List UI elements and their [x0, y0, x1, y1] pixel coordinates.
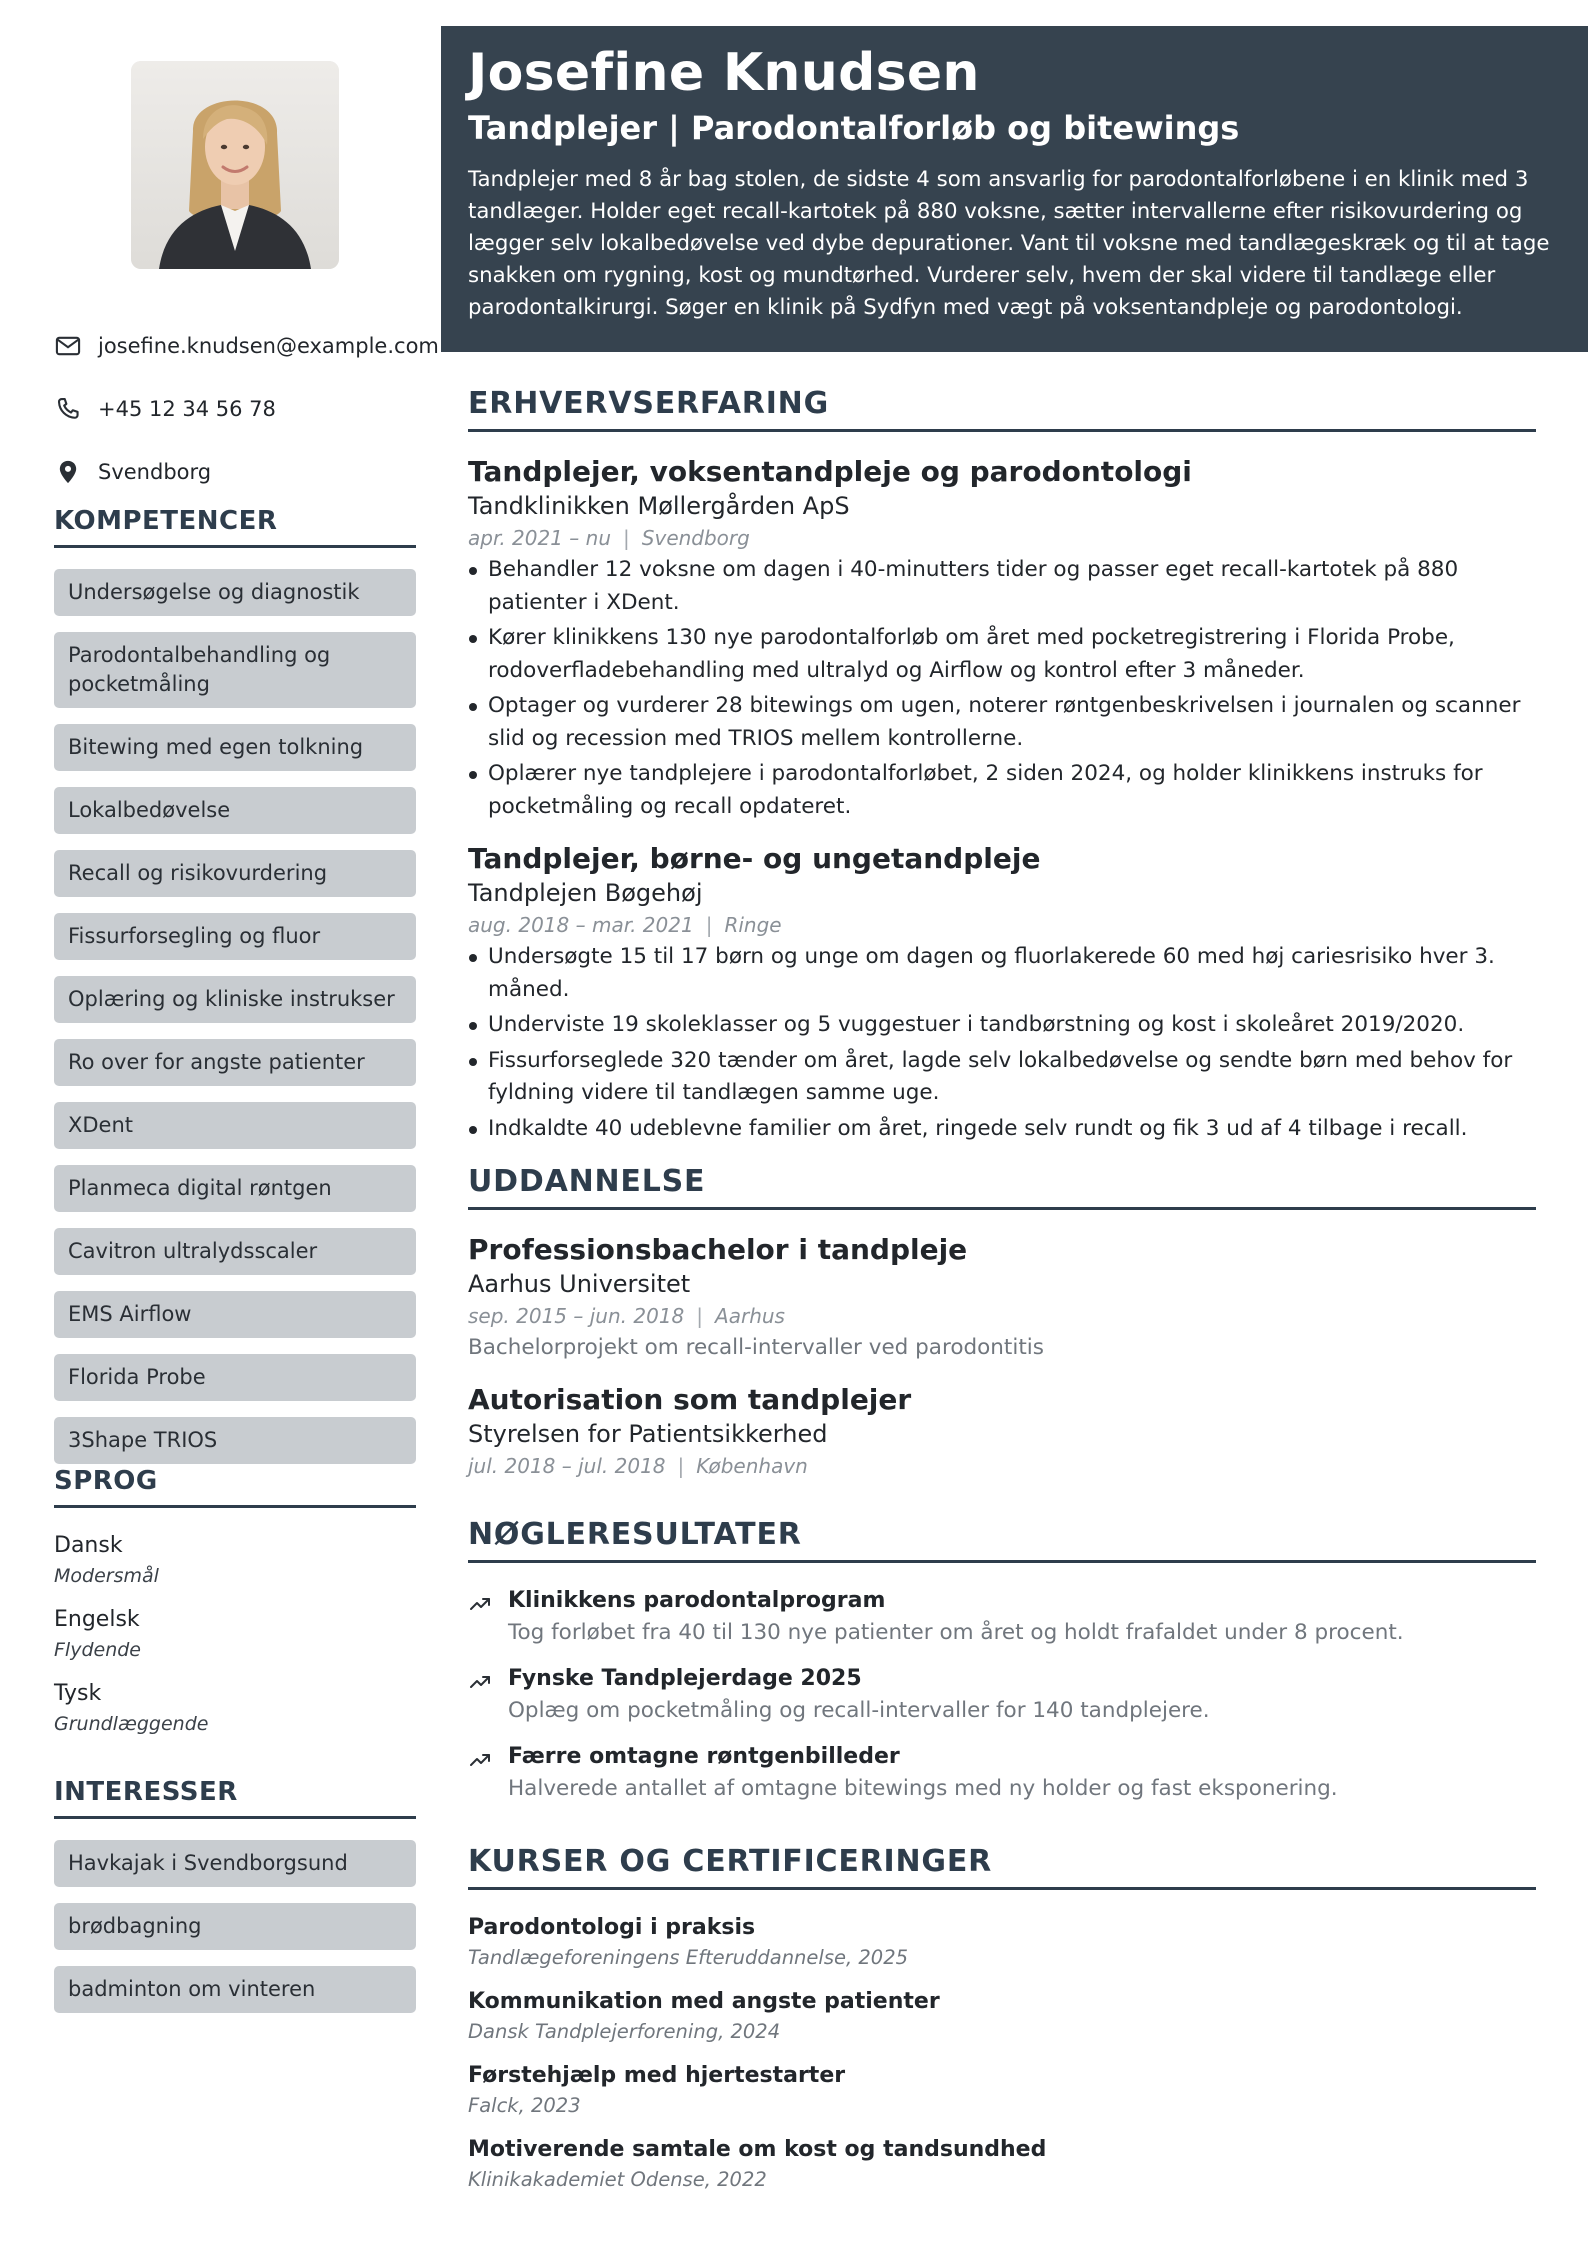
language-level: Grundlæggende [54, 1713, 209, 1735]
profile-photo [131, 61, 339, 269]
job-bullet: Behandler 12 voksne om dagen i 40-minutters tider og passer eget recall-kartotek på 880 patienter i XDent. [468, 554, 1536, 619]
job-dates: apr. 2021 – nu [468, 526, 612, 550]
skill-pill: Florida Probe [54, 1354, 416, 1401]
education-section [468, 1164, 1536, 1482]
contact-email[interactable] [54, 314, 439, 377]
meta-separator: | [623, 526, 630, 550]
results-heading: NØGLERESULTATER [468, 1517, 1536, 1563]
result-title: Fynske Tandplejerdage 2025 [508, 1666, 862, 1691]
interest-pill: brødbagning [54, 1903, 416, 1950]
job-meta [468, 522, 1536, 554]
skill-pill: Ro over for angste patienter [54, 1039, 416, 1086]
course-org: Klinikakademiet Odense, 2022 [468, 2168, 767, 2191]
job-bullet: Kører klinikkens 130 nye parodontalforløb om året med pocketregistrering i Florida Probe, rodoverfladebehandling med ultralyd og Airflow og kontrol efter 3 måneder. [468, 622, 1536, 687]
job-bullet: Indkaldte 40 udeblevne familier om året, ringede selv rundt og fik 3 ud af 4 tilbage i recall. [468, 1113, 1536, 1146]
job-company: Tandplejen Bøgehøj [468, 879, 703, 907]
skill-pill: XDent [54, 1102, 416, 1149]
job-headline: Tandplejer | Parodontalforløb og bitewings [468, 109, 1240, 147]
skill-pill: 3Shape TRIOS [54, 1417, 416, 1464]
skill-pill: Parodontalbehandling og pocketmåling [54, 632, 416, 708]
education-heading: UDDANNELSE [468, 1164, 1536, 1210]
experience-section [468, 386, 1536, 1148]
job-dates: aug. 2018 – mar. 2021 [468, 913, 694, 937]
result-item [468, 1741, 1536, 1805]
languages-list [54, 1530, 416, 1738]
job-location: Ringe [724, 913, 782, 937]
courses-heading: KURSER OG CERTIFICERINGER [468, 1844, 1536, 1890]
course-item [468, 2134, 1536, 2194]
location-text: Svendborg [98, 459, 212, 484]
job-title: Tandplejer, børne- og ungetandpleje [468, 842, 1041, 875]
skills-section [54, 506, 416, 1480]
interest-pill: badminton om vinteren [54, 1966, 416, 2013]
experience-heading: ERHVERVSERFARING [468, 386, 1536, 432]
job-bullets [468, 941, 1536, 1145]
interests-heading: INTERESSER [54, 1777, 416, 1819]
result-body [508, 1741, 1338, 1805]
education-meta [468, 1300, 1536, 1332]
job-bullet: Underviste 19 skoleklasser og 5 vuggestuer i tandbørstning og kost i skoleåret 2019/2020. [468, 1009, 1536, 1042]
skill-pill: Undersøgelse og diagnostik [54, 569, 416, 616]
job-bullet: Optager og vurderer 28 bitewings om ugen, noterer røntgenbeskrivelsen i journalen og scanner slid og recession med TRIOS mellem kontrollerne. [468, 690, 1536, 755]
education-location: København [696, 1454, 808, 1478]
result-title: Klinikkens parodontalprogram [508, 1588, 886, 1613]
result-text: Oplæg om pocketmåling og recall-intervaller for 140 tandplejere. [508, 1698, 1210, 1723]
trending-up-icon [468, 1592, 492, 1616]
envelope-icon [54, 332, 82, 360]
language-level: Modersmål [54, 1565, 159, 1587]
education-entry [468, 1382, 1536, 1482]
phone-icon [54, 395, 82, 423]
course-title: Motiverende samtale om kost og tandsundhed [468, 2137, 1047, 2162]
job-company: Tandklinikken Møllergården ApS [468, 492, 850, 520]
language-name: Dansk [54, 1533, 123, 1558]
education-location: Aarhus [715, 1304, 785, 1328]
language-item [54, 1604, 416, 1664]
job-entry [468, 454, 1536, 823]
job-bullet: Oplærer nye tandplejere i parodontalforløbet, 2 siden 2024, og holder klinikkens instruks for pocketmåling og recall opdateret. [468, 758, 1536, 823]
language-item [54, 1530, 416, 1590]
course-org: Falck, 2023 [468, 2094, 581, 2117]
results-section [468, 1517, 1536, 1805]
interests-section [54, 1777, 416, 2029]
skills-list [54, 569, 416, 1464]
skills-heading: KOMPETENCER [54, 506, 416, 548]
skill-pill: Recall og risikovurdering [54, 850, 416, 897]
phone-text: +45 12 34 56 78 [98, 396, 276, 421]
result-body [508, 1663, 1210, 1727]
school-name: Aarhus Universitet [468, 1270, 691, 1298]
course-item [468, 1912, 1536, 1972]
portrait-illustration [131, 61, 339, 269]
course-title: Førstehjælp med hjertestarter [468, 2063, 846, 2088]
contact-list [54, 314, 439, 503]
map-pin-icon [54, 458, 82, 486]
skill-pill: Oplæring og kliniske instrukser [54, 976, 416, 1023]
languages-section [54, 1466, 416, 1752]
skill-pill: Lokalbedøvelse [54, 787, 416, 834]
skill-pill: Planmeca digital røntgen [54, 1165, 416, 1212]
language-name: Engelsk [54, 1607, 140, 1632]
skill-pill: EMS Airflow [54, 1291, 416, 1338]
language-name: Tysk [54, 1681, 102, 1706]
courses-list [468, 1912, 1536, 2194]
course-title: Kommunikation med angste patienter [468, 1989, 940, 2014]
contact-location [54, 440, 434, 503]
courses-section [468, 1844, 1536, 2194]
result-item [468, 1663, 1536, 1727]
degree-title: Professionsbachelor i tandpleje [468, 1233, 968, 1266]
education-dates: sep. 2015 – jun. 2018 [468, 1304, 685, 1328]
skill-pill: Fissurforsegling og fluor [54, 913, 416, 960]
profile-summary: Tandplejer med 8 år bag stolen, de sidste 4 som ansvarlig for parodontalforløbene i en klinik med 3 tandlæger. Holder eget recall-kartotek på 880 voksne, sætter intervallerne efter risikovurdering og lægger selv lokalbedøvelse ved dybe depurationer. Vant til voksne med tandlægeskræk og til at tage snakken om rygning, kost og mundtørhed. Vurderer selv, hvem der skal videre til tandlæge eller parodontalkirurgi. Søger en klinik på Sydfyn med vægt på voksentandpleje og parodontologi. [468, 167, 1550, 320]
result-text: Halverede antallet af omtagne bitewings med ny holder og fast eksponering. [508, 1776, 1338, 1801]
job-title: Tandplejer, voksentandpleje og parodontologi [468, 455, 1192, 488]
job-meta [468, 909, 1536, 941]
result-item [468, 1585, 1536, 1649]
skill-pill: Bitewing med egen tolkning [54, 724, 416, 771]
language-item [54, 1678, 416, 1738]
course-title: Parodontologi i praksis [468, 1915, 756, 1940]
education-meta [468, 1450, 1536, 1482]
results-list [468, 1585, 1536, 1805]
school-name: Styrelsen for Patientsikkerhed [468, 1420, 828, 1448]
contact-phone[interactable] [54, 377, 434, 440]
result-title: Færre omtagne røntgenbilleder [508, 1744, 900, 1769]
job-bullets [468, 554, 1536, 823]
meta-separator: | [677, 1454, 685, 1478]
language-level: Flydende [54, 1639, 141, 1661]
interest-pill: Havkajak i Svendborgsund [54, 1840, 416, 1887]
course-item [468, 1986, 1536, 2046]
interests-list [54, 1840, 416, 2013]
result-text: Tog forløbet fra 40 til 130 nye patienter om året og holdt frafaldet under 8 procent. [508, 1620, 1404, 1645]
course-item [468, 2060, 1536, 2120]
email-text: josefine.knudsen@example.com [98, 333, 439, 358]
trending-up-icon [468, 1670, 492, 1694]
languages-heading: SPROG [54, 1466, 416, 1508]
result-body [508, 1585, 1404, 1649]
meta-separator: | [696, 1304, 704, 1328]
job-entry [468, 841, 1536, 1145]
job-location: Svendborg [641, 526, 750, 550]
course-org: Tandlægeforeningens Efteruddannelse, 2025 [468, 1946, 909, 1969]
skill-pill: Cavitron ultralydsscaler [54, 1228, 416, 1275]
meta-separator: | [705, 913, 713, 937]
education-note: Bachelorprojekt om recall-intervaller ved parodontitis [468, 1335, 1044, 1360]
profile-header [441, 26, 1588, 352]
education-entry [468, 1232, 1536, 1364]
trending-up-icon [468, 1748, 492, 1772]
degree-title: Autorisation som tandplejer [468, 1383, 912, 1416]
course-org: Dansk Tandplejerforening, 2024 [468, 2020, 781, 2043]
job-bullet: Undersøgte 15 til 17 børn og unge om dagen og fluorlakerede 60 med høj cariesrisiko hver 3. måned. [468, 941, 1536, 1006]
job-bullet: Fissurforseglede 320 tænder om året, lagde selv lokalbedøvelse og sendte børn med behov for fyldning videre til tandlægen samme uge. [468, 1045, 1536, 1110]
education-dates: jul. 2018 – jul. 2018 [468, 1454, 666, 1478]
person-name: Josefine Knudsen [468, 43, 980, 103]
